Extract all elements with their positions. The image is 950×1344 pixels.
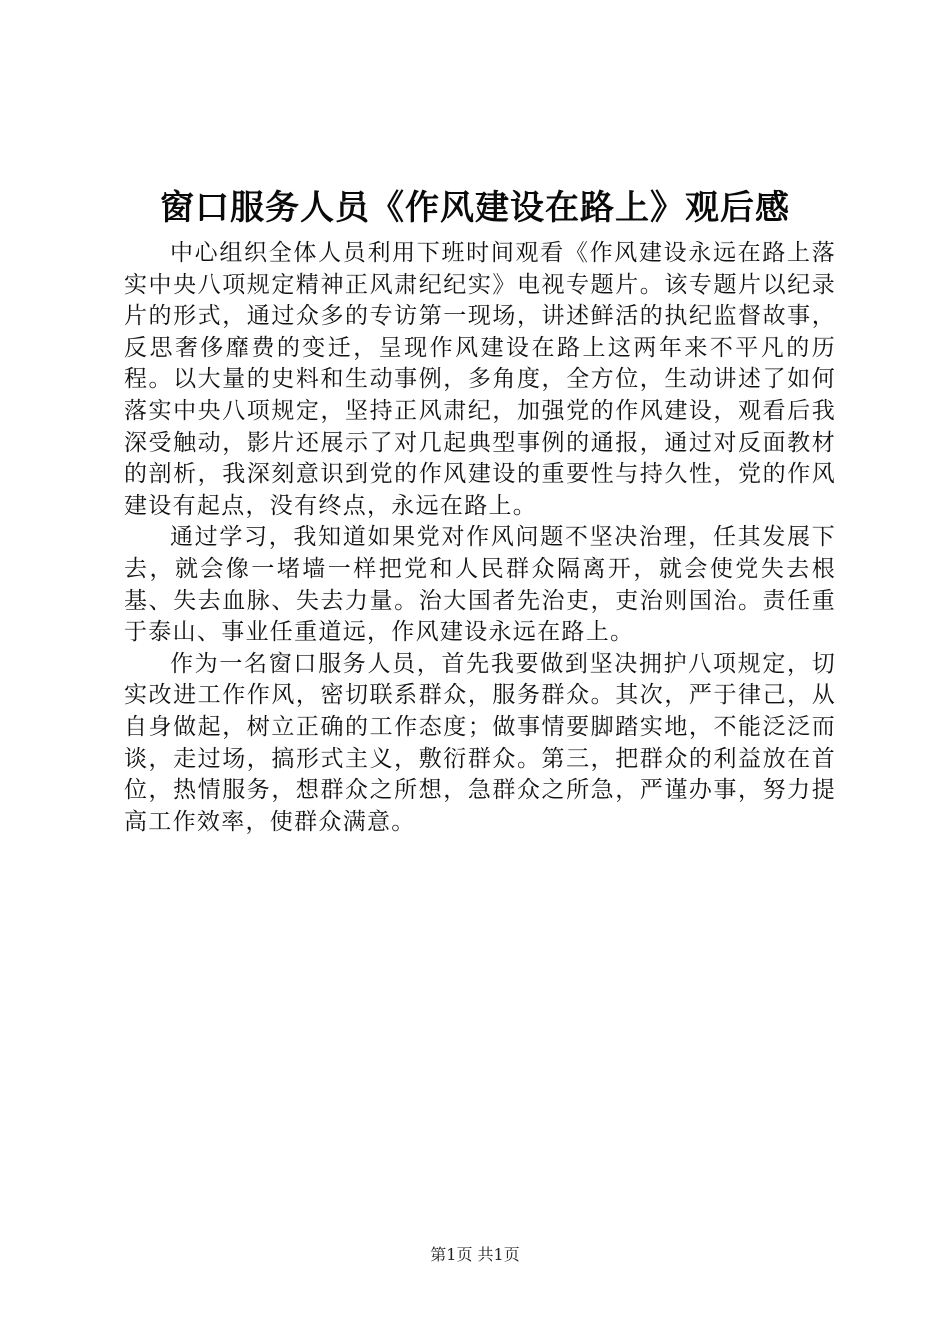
page-footer: 第1页 共1页 — [430, 1245, 520, 1264]
paragraph-3: 作为一名窗口服务人员，首先我要做到坚决拥护八项规定，切实改进工作作风，密切联系群众，服务群众。其次，严于律己，从自身做起，树立正确的工作态度；做事情要脚踏实地，不能泛泛而谈，走过场，搞形式主义，敷衍群众。第三，把群众的利益放在首位，热情服务，想群众之所想，急群众之所急，严谨办事，努力提高工作效率，使群众满意。 — [124, 650, 836, 835]
paragraph-1: 中心组织全体人员利用下班时间观看《作风建设永远在路上落实中央八项规定精神正风肃纪纪实》电视专题片。该专题片以纪录片的形式，通过众多的专访第一现场，讲述鲜活的执纪监督故事，反思奢侈靡费的变迁，呈现作风建设在路上这两年来不平凡的历程。以大量的史料和生动事例，多角度，全方位，生动讲述了如何落实中央八项规定，坚持正风肃纪，加强党的作风建设，观看后我深受触动，影片还展示了对几起典型事例的通报，通过对反面教材的剖析，我深刻意识到党的作风建设的重要性与持久性，党的作风建设有起点，没有终点，永远在路上。 — [124, 240, 836, 519]
paragraph-2: 通过学习，我知道如果党对作风问题不坚决治理，任其发展下去，就会像一堵墙一样把党和人民群众隔离开，就会使党失去根基、失去血脉、失去力量。治大国者先治吏，吏治则国治。责任重于泰山、事业任重道远，作风建设永远在路上。 — [124, 524, 836, 646]
document-body — [124, 238, 836, 838]
document-title: 窗口服务人员《作风建设在路上》观后感 — [160, 188, 790, 228]
